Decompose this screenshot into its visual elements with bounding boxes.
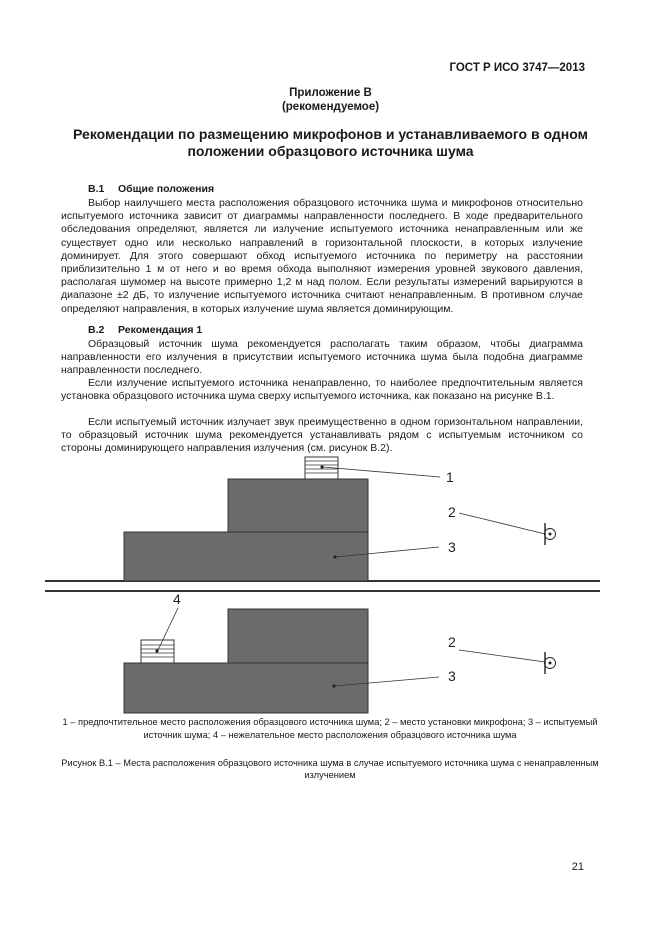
test-source-lower-block — [124, 532, 368, 581]
standard-code: ГОСТ Р ИСО 3747—2013 — [449, 62, 585, 74]
section-number: В.2 — [88, 324, 105, 336]
paragraph-b2-2: Если излучение испытуемого источника ненаправленно, то наиболее предпочтительным является установка образцового источника шума сверху испытуемого источника, как показано на рисунке В.1. — [61, 377, 583, 403]
leader-line-2 — [459, 513, 545, 534]
reference-source-side — [141, 640, 174, 663]
label-2-bottom: 2 — [448, 634, 456, 650]
section-heading-b2 — [88, 324, 202, 336]
paragraph-b2-3: Если испытуемый источник излучает звук преимущественно в одном горизонтальном направлении, то образцовый источник шума рекомендуется устанавливать рядом с испытуемым источником со стороны доминирующего направления излучения (см. рисунок В.2). — [61, 416, 583, 455]
microphone-icon — [545, 652, 556, 674]
leader-line-2-bottom — [459, 650, 545, 662]
section-heading-b1 — [88, 183, 214, 195]
page-number: 21 — [571, 861, 584, 873]
figure-legend: 1 – предпочтительное место расположения образцового источника шума; 2 – место установки микрофона; 3 – испытуемый источник шума; 4 – нежелательное место расположения образцового источника шума — [62, 717, 598, 740]
test-source-upper-block — [228, 479, 368, 532]
section-title: Общие положения — [118, 183, 215, 195]
appendix-heading: Рекомендации по размещению микрофонов и устанавливаемого в одном положении образцового источника шума — [73, 126, 588, 159]
test-source-upper-block — [228, 609, 368, 663]
label-3-bottom: 3 — [448, 668, 456, 684]
paragraph-b1: Выбор наилучшего места расположения образцового источника шума и микрофонов относительно испытуемого источника зависит от диаграммы направленности последнего. В ходе предварительного обследования определяют, является ли излучение испытуемого источника ненаправленным или же существует одно или несколько направлений в горизонтальной плоскости, в которых излучение доминирует. Для этого совершают обход испытуемого источника по периметру на расстоянии приблизительно 1 м от него и во время обхода выполняют измерения уровней звукового давления, располагая шумомер на высоте примерно 1,2 м над полом. Если результаты измерений варьируются в диапазоне ±2 дБ, то излучение испытуемого источника считают ненаправленным. В противном случае определяют направления, в которых излучение шума является доминирующим. — [61, 197, 583, 315]
figure-b1 — [45, 450, 605, 715]
label-2: 2 — [448, 504, 456, 520]
label-3: 3 — [448, 539, 456, 555]
section-title: Рекомендация 1 — [118, 324, 203, 336]
paragraph-b2-1: Образцовый источник шума рекомендуется располагать таким образом, чтобы диаграмма направленности его излучения в присутствии испытуемого источника шума была подобна диаграмме направленности последнего. — [61, 338, 583, 377]
appendix-subtitle: (рекомендуемое) — [281, 101, 380, 113]
label-1: 1 — [446, 469, 454, 485]
appendix-title: Приложение В — [289, 87, 372, 99]
label-4: 4 — [173, 591, 181, 607]
test-source-lower-block — [124, 663, 368, 713]
leader-line-1 — [323, 467, 440, 477]
figure-caption: Рисунок В.1 – Места расположения образцового источника шума в случае испытуемого источника шума с ненаправленным излучением — [61, 758, 599, 780]
section-number: В.1 — [88, 183, 105, 195]
microphone-icon — [545, 523, 556, 545]
